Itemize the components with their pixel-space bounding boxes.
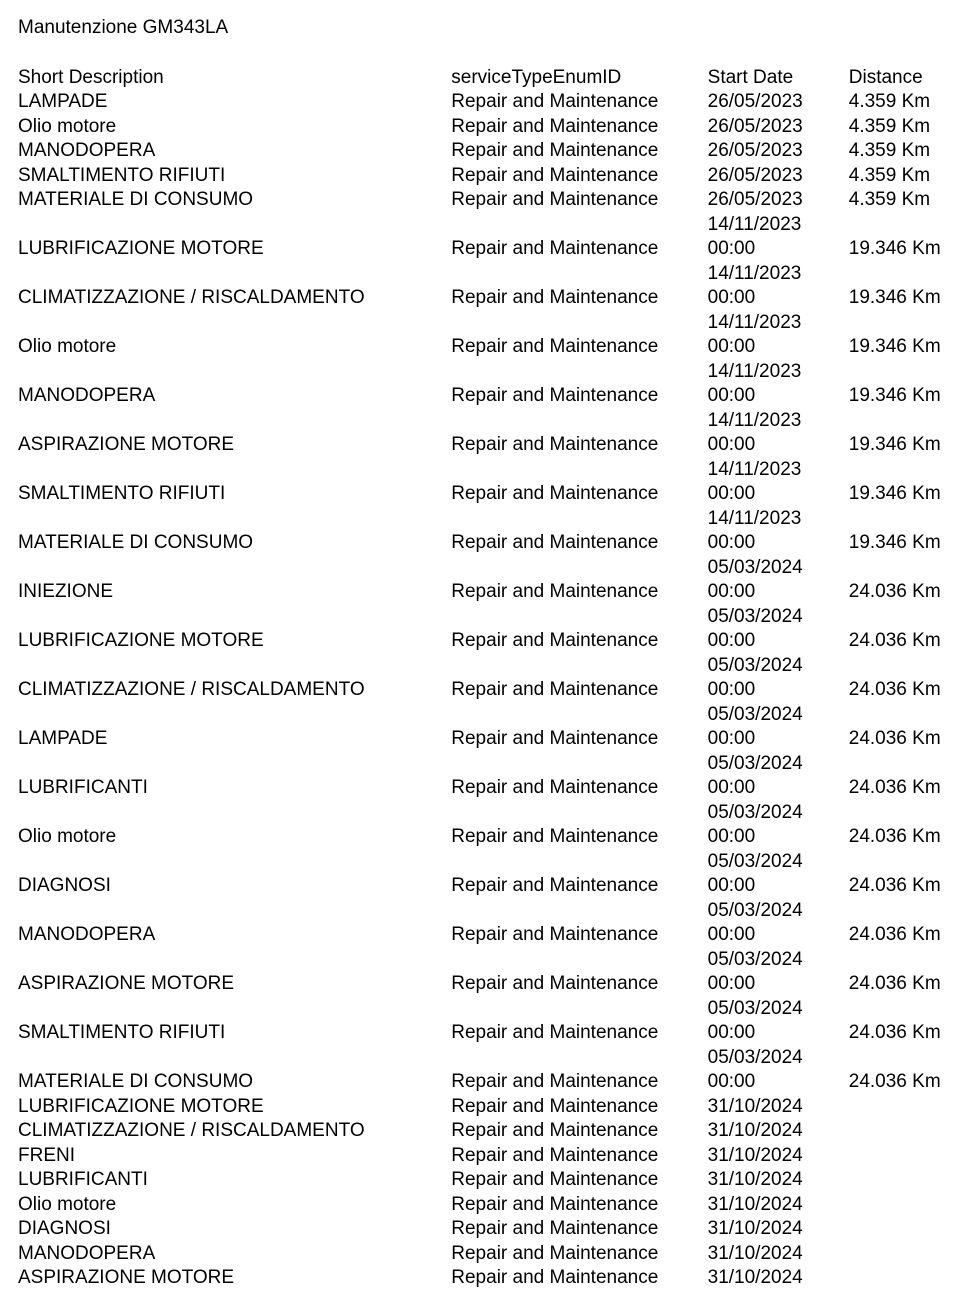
start-date-day: 14/11/2023 <box>707 507 802 529</box>
start-date-day: 05/03/2024 <box>707 703 803 725</box>
cell-service-type: Repair and Maintenance <box>451 1169 659 1190</box>
cell-short-description: INIEZIONE <box>18 581 114 602</box>
cell-distance: 19.346 Km <box>848 434 941 455</box>
table-row <box>18 90 968 115</box>
cell-service-type: Repair and Maintenance <box>451 875 659 896</box>
start-date-time: 00:00 <box>707 287 756 308</box>
cell-start-date <box>708 752 849 801</box>
table-row <box>18 1217 968 1242</box>
start-date-time: 00:00 <box>707 679 756 700</box>
cell-short-description: MANODOPERA <box>18 140 156 161</box>
cell-distance: 4.359 Km <box>848 189 931 210</box>
cell-start-date <box>708 115 849 140</box>
start-date-day: 14/11/2023 <box>707 409 802 431</box>
cell-short-description: LUBRIFICANTI <box>18 777 148 798</box>
start-date-time: 00:00 <box>707 973 756 994</box>
cell-short-description: LAMPADE <box>18 728 108 749</box>
start-date-time: 00:00 <box>707 238 756 259</box>
cell-start-date <box>708 850 849 899</box>
start-date-day: 05/03/2024 <box>707 654 803 676</box>
cell-short-description: LUBRIFICAZIONE MOTORE <box>18 238 264 259</box>
cell-service-type: Repair and Maintenance <box>451 532 659 553</box>
table-row <box>18 262 968 311</box>
cell-distance: 19.346 Km <box>848 238 941 259</box>
table-row <box>18 997 968 1046</box>
start-date-day: 31/10/2024 <box>707 1193 803 1215</box>
cell-start-date <box>708 262 849 311</box>
table-row <box>18 556 968 605</box>
cell-start-date <box>708 1144 849 1169</box>
table-row <box>18 1266 968 1291</box>
start-date-time: 00:00 <box>707 1071 756 1092</box>
cell-short-description: MANODOPERA <box>18 1242 156 1264</box>
table-row <box>18 948 968 997</box>
cell-short-description: SMALTIMENTO RIFIUTI <box>18 1022 226 1043</box>
start-date-day: 26/05/2023 <box>707 164 803 186</box>
cell-short-description: LUBRIFICANTI <box>18 1169 148 1190</box>
cell-short-description: LUBRIFICAZIONE MOTORE <box>18 630 264 651</box>
start-date-day: 31/10/2024 <box>707 1242 803 1264</box>
cell-short-description: ASPIRAZIONE MOTORE <box>18 973 235 994</box>
cell-service-type: Repair and Maintenance <box>451 630 659 651</box>
start-date-day: 26/05/2023 <box>707 115 803 137</box>
header-distance: Distance <box>848 66 923 88</box>
start-date-day: 31/10/2024 <box>707 1267 803 1288</box>
cell-distance: 24.036 Km <box>848 924 941 945</box>
cell-start-date <box>708 164 849 189</box>
table-row <box>18 139 968 164</box>
cell-service-type: Repair and Maintenance <box>451 115 659 137</box>
start-date-day: 26/05/2023 <box>707 189 803 210</box>
cell-distance: 19.346 Km <box>848 385 941 406</box>
table-row <box>18 1119 968 1144</box>
header-start-date: Start Date <box>707 66 794 88</box>
start-date-day: 05/03/2024 <box>707 556 803 578</box>
start-date-day: 14/11/2023 <box>707 213 802 235</box>
cell-start-date <box>708 801 849 850</box>
start-date-time: 00:00 <box>707 483 756 504</box>
header-service-type: serviceTypeEnumID <box>451 66 622 88</box>
table-header <box>18 66 968 91</box>
cell-service-type: Repair and Maintenance <box>451 1242 659 1264</box>
cell-start-date <box>708 311 849 360</box>
cell-service-type: Repair and Maintenance <box>451 1144 659 1166</box>
cell-start-date <box>708 654 849 703</box>
table-row <box>18 360 968 409</box>
cell-short-description: MATERIALE DI CONSUMO <box>18 189 254 210</box>
cell-distance: 4.359 Km <box>848 164 931 186</box>
start-date-day: 05/03/2024 <box>707 605 803 627</box>
cell-distance: 19.346 Km <box>848 483 941 504</box>
table-row <box>18 1168 968 1193</box>
cell-short-description: ASPIRAZIONE MOTORE <box>18 434 235 455</box>
cell-distance: 24.036 Km <box>848 581 941 602</box>
table-row <box>18 1095 968 1120</box>
table-row <box>18 188 968 213</box>
cell-short-description: SMALTIMENTO RIFIUTI <box>18 483 226 504</box>
start-date-time: 00:00 <box>707 532 756 553</box>
table-row <box>18 458 968 507</box>
cell-start-date <box>708 948 849 997</box>
cell-distance: 24.036 Km <box>848 630 941 651</box>
start-date-day: 31/10/2024 <box>707 1120 803 1141</box>
start-date-time: 00:00 <box>707 630 756 651</box>
start-date-day: 31/10/2024 <box>707 1169 803 1190</box>
cell-service-type: Repair and Maintenance <box>451 826 659 847</box>
cell-distance: 19.346 Km <box>848 336 941 357</box>
cell-start-date <box>708 1217 849 1242</box>
start-date-day: 14/11/2023 <box>707 311 802 333</box>
start-date-day: 05/03/2024 <box>707 1046 803 1068</box>
cell-distance: 24.036 Km <box>848 1071 941 1092</box>
cell-short-description: CLIMATIZZAZIONE / RISCALDAMENTO <box>18 287 365 308</box>
cell-distance: 24.036 Km <box>848 728 941 749</box>
start-date-time: 00:00 <box>707 336 756 357</box>
cell-start-date <box>708 360 849 409</box>
cell-start-date <box>708 703 849 752</box>
cell-service-type: Repair and Maintenance <box>451 385 659 406</box>
cell-service-type: Repair and Maintenance <box>451 483 659 504</box>
cell-distance: 4.359 Km <box>848 115 931 137</box>
cell-start-date <box>708 1046 849 1095</box>
cell-short-description: CLIMATIZZAZIONE / RISCALDAMENTO <box>18 1120 365 1141</box>
cell-short-description: ASPIRAZIONE MOTORE <box>18 1267 235 1288</box>
cell-service-type: Repair and Maintenance <box>451 581 659 602</box>
cell-service-type: Repair and Maintenance <box>451 973 659 994</box>
document-title: Manutenzione GM343LA <box>18 17 229 38</box>
cell-service-type: Repair and Maintenance <box>451 1267 659 1288</box>
cell-service-type: Repair and Maintenance <box>451 238 659 259</box>
cell-short-description: SMALTIMENTO RIFIUTI <box>18 164 226 186</box>
cell-service-type: Repair and Maintenance <box>451 728 659 749</box>
table-row <box>18 311 968 360</box>
start-date-time: 00:00 <box>707 728 756 749</box>
cell-start-date <box>708 139 849 164</box>
table-row <box>18 850 968 899</box>
cell-start-date <box>708 997 849 1046</box>
cell-service-type: Repair and Maintenance <box>451 1218 659 1239</box>
header-short-description: Short Description <box>18 66 164 88</box>
cell-short-description: DIAGNOSI <box>18 875 111 896</box>
cell-service-type: Repair and Maintenance <box>451 1095 659 1117</box>
start-date-time: 00:00 <box>707 875 756 896</box>
cell-start-date <box>708 899 849 948</box>
table-row <box>18 115 968 140</box>
cell-start-date <box>708 1168 849 1193</box>
cell-short-description: DIAGNOSI <box>18 1218 111 1239</box>
cell-start-date <box>708 1119 849 1144</box>
cell-service-type: Repair and Maintenance <box>451 1022 659 1043</box>
table-row <box>18 605 968 654</box>
start-date-day: 14/11/2023 <box>707 360 802 382</box>
table-row <box>18 1144 968 1169</box>
cell-short-description: LUBRIFICAZIONE MOTORE <box>18 1095 264 1117</box>
start-date-day: 05/03/2024 <box>707 850 803 872</box>
start-date-day: 14/11/2023 <box>707 262 802 284</box>
table-row <box>18 654 968 703</box>
cell-short-description: MANODOPERA <box>18 385 156 406</box>
cell-service-type: Repair and Maintenance <box>451 287 659 308</box>
table-row <box>18 703 968 752</box>
cell-start-date <box>708 1095 849 1120</box>
table-row <box>18 1193 968 1218</box>
cell-distance: 24.036 Km <box>848 826 941 847</box>
start-date-time: 00:00 <box>707 1022 756 1043</box>
cell-start-date <box>708 605 849 654</box>
start-date-time: 00:00 <box>707 777 756 798</box>
cell-distance: 4.359 Km <box>848 140 931 161</box>
cell-start-date <box>708 1242 849 1267</box>
cell-short-description: Olio motore <box>18 115 117 137</box>
cell-start-date <box>708 409 849 458</box>
document-page <box>18 16 968 1291</box>
cell-service-type: Repair and Maintenance <box>451 336 659 357</box>
table-row <box>18 1242 968 1267</box>
cell-service-type: Repair and Maintenance <box>451 434 659 455</box>
table-row <box>18 1046 968 1095</box>
cell-distance: 24.036 Km <box>848 679 941 700</box>
cell-service-type: Repair and Maintenance <box>451 924 659 945</box>
cell-service-type: Repair and Maintenance <box>451 1071 659 1092</box>
cell-distance: 4.359 Km <box>848 91 931 112</box>
start-date-day: 31/10/2024 <box>707 1095 803 1117</box>
cell-short-description: MATERIALE DI CONSUMO <box>18 532 254 553</box>
table-body <box>18 90 968 1291</box>
start-date-time: 00:00 <box>707 385 756 406</box>
cell-short-description: LAMPADE <box>18 91 108 112</box>
cell-service-type: Repair and Maintenance <box>451 189 659 210</box>
table-row <box>18 409 968 458</box>
start-date-day: 05/03/2024 <box>707 997 803 1019</box>
cell-start-date <box>708 458 849 507</box>
table-row <box>18 213 968 262</box>
start-date-day: 14/11/2023 <box>707 458 802 480</box>
cell-start-date <box>708 556 849 605</box>
start-date-day: 05/03/2024 <box>707 801 803 823</box>
cell-short-description: Olio motore <box>18 1193 117 1215</box>
cell-service-type: Repair and Maintenance <box>451 164 659 186</box>
cell-start-date <box>708 507 849 556</box>
table-row <box>18 899 968 948</box>
cell-start-date <box>708 1193 849 1218</box>
cell-start-date <box>708 188 849 213</box>
start-date-time: 00:00 <box>707 924 756 945</box>
cell-distance: 24.036 Km <box>848 1022 941 1043</box>
cell-service-type: Repair and Maintenance <box>451 777 659 798</box>
cell-distance: 19.346 Km <box>848 532 941 553</box>
start-date-day: 26/05/2023 <box>707 91 803 112</box>
cell-short-description: Olio motore <box>18 826 117 847</box>
start-date-day: 26/05/2023 <box>707 140 803 161</box>
cell-distance: 19.346 Km <box>848 287 941 308</box>
cell-start-date <box>708 213 849 262</box>
table-row <box>18 752 968 801</box>
cell-distance: 24.036 Km <box>848 973 941 994</box>
cell-short-description: Olio motore <box>18 336 117 357</box>
table-row <box>18 164 968 189</box>
start-date-day: 31/10/2024 <box>707 1144 803 1166</box>
cell-short-description: CLIMATIZZAZIONE / RISCALDAMENTO <box>18 679 365 700</box>
start-date-day: 31/10/2024 <box>707 1218 803 1239</box>
table-row <box>18 801 968 850</box>
cell-distance: 24.036 Km <box>848 777 941 798</box>
cell-service-type: Repair and Maintenance <box>451 1193 659 1215</box>
start-date-day: 05/03/2024 <box>707 752 803 774</box>
cell-start-date <box>708 1266 849 1291</box>
start-date-day: 05/03/2024 <box>707 948 803 970</box>
start-date-time: 00:00 <box>707 581 756 602</box>
cell-service-type: Repair and Maintenance <box>451 1120 659 1141</box>
cell-service-type: Repair and Maintenance <box>451 140 659 161</box>
start-date-time: 00:00 <box>707 434 756 455</box>
cell-short-description: MANODOPERA <box>18 924 156 945</box>
cell-distance: 24.036 Km <box>848 875 941 896</box>
cell-start-date <box>708 90 849 115</box>
cell-short-description: MATERIALE DI CONSUMO <box>18 1071 254 1092</box>
table-row <box>18 507 968 556</box>
cell-service-type: Repair and Maintenance <box>451 91 659 112</box>
cell-service-type: Repair and Maintenance <box>451 679 659 700</box>
start-date-day: 05/03/2024 <box>707 899 803 921</box>
cell-short-description: FRENI <box>18 1144 75 1166</box>
start-date-time: 00:00 <box>707 826 756 847</box>
